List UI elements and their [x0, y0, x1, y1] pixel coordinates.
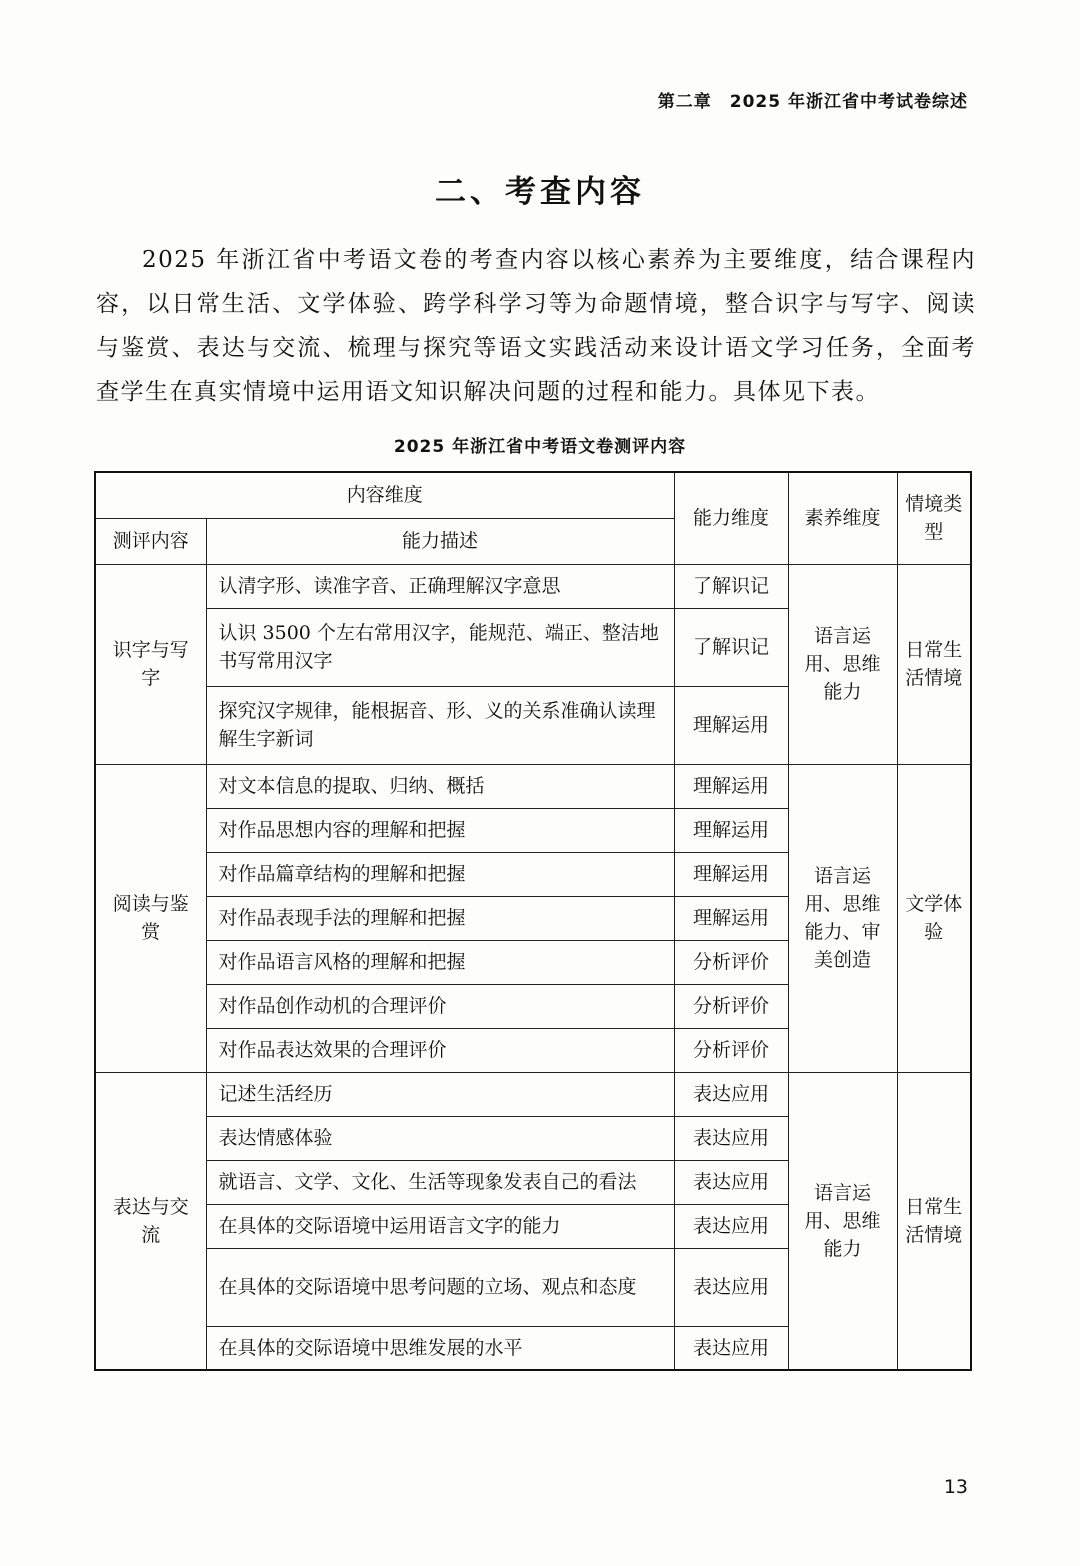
page-number: 13: [943, 1476, 968, 1498]
ability-dimension-cell: 理解运用: [674, 852, 788, 896]
literacy-dimension-cell: 语言运用、思维能力、审美创造: [788, 764, 897, 1072]
ability-description-cell: 对作品语言风格的理解和把握: [206, 940, 674, 984]
context-type-cell: 日常生活情境: [897, 564, 971, 764]
ability-dimension-cell: 分析评价: [674, 984, 788, 1028]
ability-dimension-cell: 了解识记: [674, 608, 788, 686]
ability-description-cell: 表达情感体验: [206, 1116, 674, 1160]
running-head: 第二章 2025 年浙江省中考试卷综述: [657, 92, 968, 112]
ability-description-cell: 对作品篇章结构的理解和把握: [206, 852, 674, 896]
ability-description-cell: 在具体的交际语境中思维发展的水平: [206, 1326, 674, 1370]
context-type-cell: 日常生活情境: [897, 1072, 971, 1370]
ability-description-cell: 对作品思想内容的理解和把握: [206, 808, 674, 852]
table-caption: 2025 年浙江省中考语文卷测评内容: [393, 437, 687, 457]
assessment-table: [94, 471, 972, 1371]
ability-dimension-cell: 分析评价: [674, 1028, 788, 1072]
ability-description-cell: 认识 3500 个左右常用汉字，能规范、端正、整洁地书写常用汉字: [206, 608, 674, 686]
header-assessment-content: 测评内容: [95, 518, 206, 564]
ability-description-cell: 在具体的交际语境中运用语言文字的能力: [206, 1204, 674, 1248]
ability-dimension-cell: 理解运用: [674, 808, 788, 852]
ability-description-cell: 探究汉字规律，能根据音、形、义的关系准确认读理解生字新词: [206, 686, 674, 764]
ability-dimension-cell: 表达应用: [674, 1072, 788, 1116]
header-context-type: 情境类型: [897, 472, 971, 564]
intro-paragraph: 2025 年浙江省中考语文卷的考查内容以核心素养为主要维度，结合课程内容，以日常生活、文学体验、跨学科学习等为命题情境，整合识字与写字、阅读与鉴赏、表达与交流、梳理与探究等语文实践活动来设计语文学习任务，全面考查学生在真实情境中运用语文知识解决问题的过程和能力。具体见下表。: [96, 247, 976, 405]
ability-description-cell: 记述生活经历: [206, 1072, 674, 1116]
ability-description-cell: 对作品创作动机的合理评价: [206, 984, 674, 1028]
group-content-cell: 阅读与鉴赏: [95, 764, 206, 1072]
literacy-dimension-cell: 语言运用、思维能力: [788, 1072, 897, 1370]
group-content-cell: 表达与交流: [95, 1072, 206, 1370]
ability-description-cell: 在具体的交际语境中思考问题的立场、观点和态度: [206, 1248, 674, 1326]
ability-dimension-cell: 理解运用: [674, 896, 788, 940]
ability-dimension-cell: 表达应用: [674, 1248, 788, 1326]
literacy-dimension-cell: 语言运用、思维能力: [788, 564, 897, 764]
ability-description-cell: 对文本信息的提取、归纳、概括: [206, 764, 674, 808]
ability-description-cell: 认清字形、读准字音、正确理解汉字意思: [206, 564, 674, 608]
header-ability-dimension: 能力维度: [674, 472, 788, 564]
ability-dimension-cell: 分析评价: [674, 940, 788, 984]
group-content-cell: 识字与写字: [95, 564, 206, 764]
ability-dimension-cell: 了解识记: [674, 564, 788, 608]
header-literacy-dimension: 素养维度: [788, 472, 897, 564]
ability-dimension-cell: 表达应用: [674, 1160, 788, 1204]
context-type-cell: 文学体验: [897, 764, 971, 1072]
header-content-dimension: 内容维度: [95, 472, 674, 518]
ability-description-cell: 对作品表达效果的合理评价: [206, 1028, 674, 1072]
ability-dimension-cell: 理解运用: [674, 764, 788, 808]
ability-dimension-cell: 表达应用: [674, 1116, 788, 1160]
ability-dimension-cell: 表达应用: [674, 1204, 788, 1248]
ability-description-cell: 就语言、文学、文化、生活等现象发表自己的看法: [206, 1160, 674, 1204]
ability-dimension-cell: 表达应用: [674, 1326, 788, 1370]
section-title: 二、考查内容: [435, 174, 645, 210]
ability-description-cell: 对作品表现手法的理解和把握: [206, 896, 674, 940]
ability-dimension-cell: 理解运用: [674, 686, 788, 764]
header-ability-description: 能力描述: [206, 518, 674, 564]
